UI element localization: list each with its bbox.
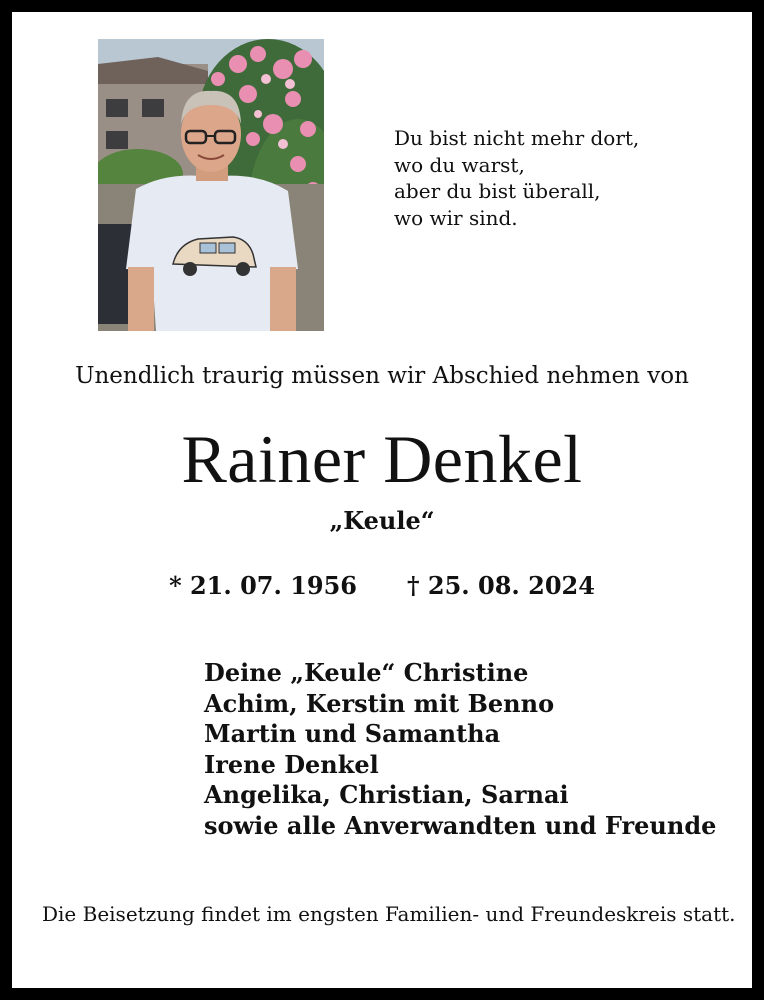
deceased-name: Rainer Denkel [181,421,583,497]
poem-line: Du bist nicht mehr dort, [394,126,640,150]
poem-line: aber du bist überall, [394,179,601,203]
portrait-photo [98,39,324,331]
mourner-line: sowie alle Anverwandten und Freunde [204,810,717,840]
obituary-card [12,12,752,988]
funeral-note: Die Beisetzung findet im engsten Familien- und Freundeskreis statt. [42,902,736,926]
birth-date: * 21. 07. 1956 [169,571,357,600]
mourner-line: Irene Denkel [204,749,379,779]
intro-text: Unendlich traurig müssen wir Abschied nehmen von [75,363,689,389]
nickname: „Keule“ [329,506,435,535]
poem [394,125,724,231]
life-dates [12,571,752,600]
death-date: † 25. 08. 2024 [407,571,595,600]
mourner-line: Martin und Samantha [204,719,501,749]
mourner-line: Achim, Kerstin mit Benno [204,688,555,718]
mourner-line: Angelika, Christian, Sarnai [204,780,569,810]
mourners-list [204,658,744,842]
poem-line: wo du warst, [394,152,525,177]
poem-line: wo wir sind. [394,205,518,230]
mourner-line: Deine „Keule“ Christine [204,658,529,687]
